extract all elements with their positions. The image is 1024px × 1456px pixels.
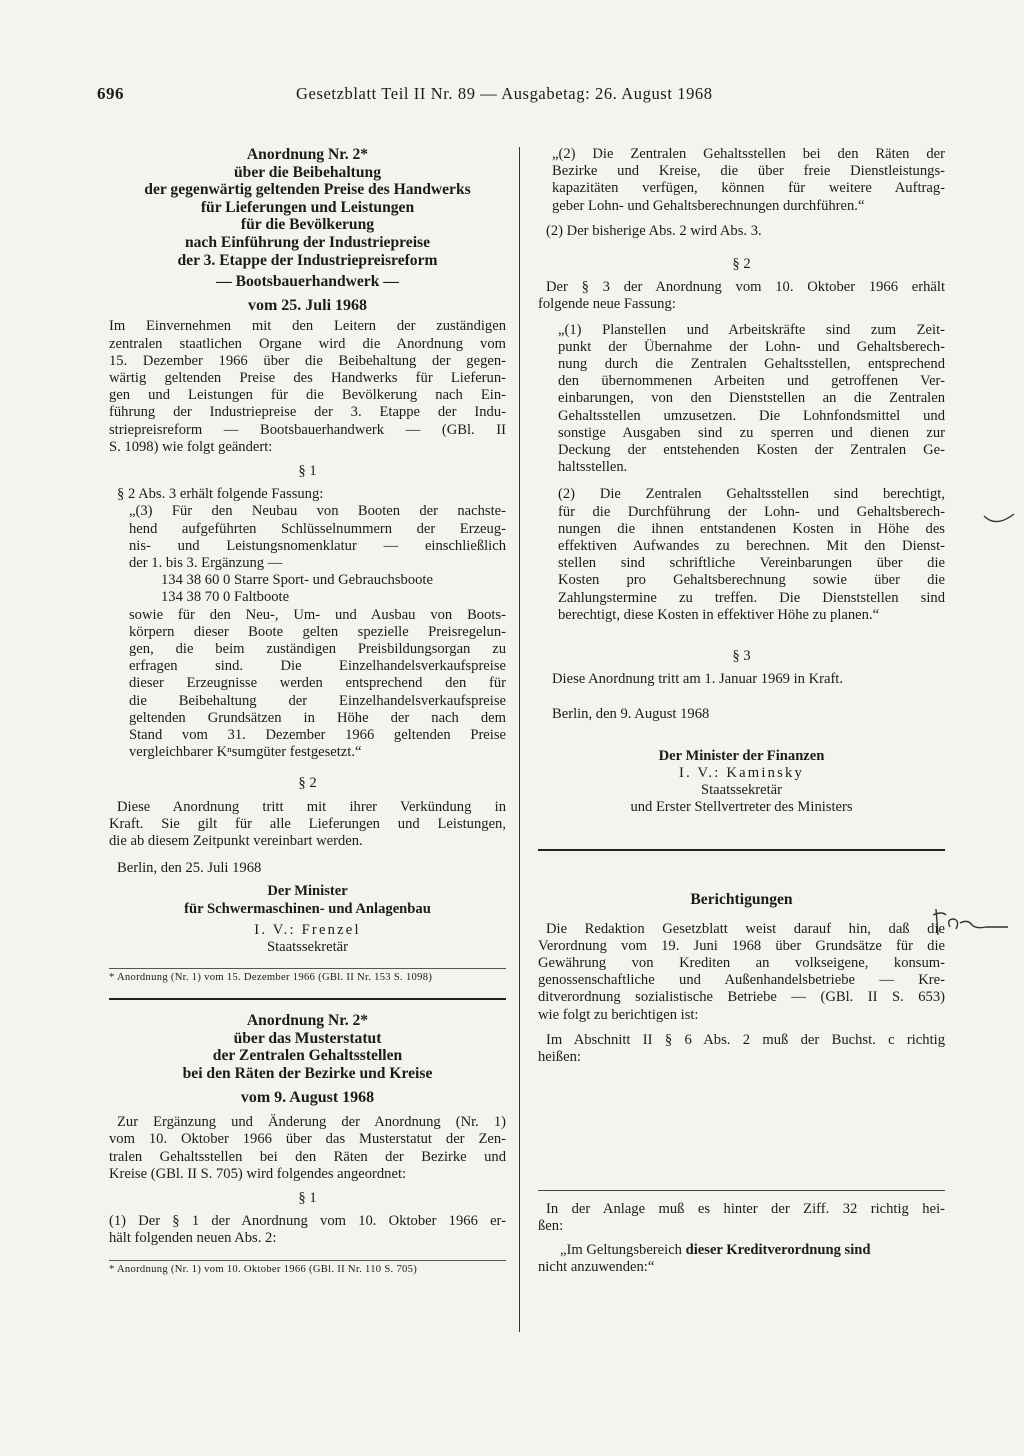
text-line: heißen: xyxy=(538,1049,581,1066)
title-line: der 3. Etappe der Industriepreisreform xyxy=(177,251,438,269)
text-line: einbarungen, von den Dienststellen an die Zentralen xyxy=(558,390,945,407)
text-line: „(2) Die Zentralen Gehaltsstellen bei den Räten der xyxy=(552,146,945,162)
title-line: über das Musterstatut xyxy=(233,1029,382,1047)
text-line: Deckung der entstehenden Kosten der Zentralen Ge- xyxy=(558,442,945,459)
place-date: Berlin, den 9. August 1968 xyxy=(552,706,710,723)
quoted-continuation xyxy=(109,607,506,762)
code-item: 134 38 70 0 Faltboote xyxy=(161,589,290,606)
signatory: I. V.: Frenzel xyxy=(254,921,361,938)
section-2-text xyxy=(109,799,506,851)
footnote: * Anordnung (Nr. 1) vom 15. Dezember 1966 (GBl. II Nr. 153 S. 1098) xyxy=(109,968,506,984)
minister-title: Der Minister der Finanzen xyxy=(658,747,825,764)
text-line: sowie für den Neu-, Um- und Ausbau von Boots- xyxy=(129,606,506,623)
text-line: Kraft. Sie gilt für alle Lieferungen und Leistungen, xyxy=(109,815,506,832)
page-number: 696 xyxy=(97,84,124,103)
text-line: für die Durchführung der Lohn- und Gehaltsberech- xyxy=(558,503,945,520)
text-line: zentralen staatlichen Organe wird die Anordnung vom xyxy=(109,335,506,352)
signatory: I. V.: Kaminsky xyxy=(679,764,804,781)
minister-ministry: für Schwermaschinen- und Anlagenbau xyxy=(184,900,431,917)
place-date: Berlin, den 25. Juli 1968 xyxy=(117,860,262,877)
text-line: „(1) Planstellen und Arbeitskräfte sind zum Zeit- xyxy=(558,321,945,338)
text-line: Die Redaktion Gesetzblatt weist darauf hin, daß die xyxy=(546,920,945,937)
text-line: vom 10. Oktober 1966 über das Musterstatut der Zen- xyxy=(109,1131,506,1148)
text-line: nung durch die Zentralen Gehaltsstellen, entsprechend xyxy=(558,356,945,373)
text-line: geltenden Grundsätzen in Höhe der nach dem xyxy=(129,709,506,726)
text-line: effektiven Aufwandes zu berechnen. Mit den Dienst- xyxy=(558,538,945,555)
text-line: körpern dieser Boote gelten spezielle Preisregelun- xyxy=(129,623,506,640)
text-line: geber Lohn- und Gehaltsberechnungen durchführen.“ xyxy=(552,197,865,214)
text-line: 15. Dezember 1966 über die Beibehaltung der gegen- xyxy=(109,352,506,369)
text-line xyxy=(538,1242,945,1259)
text-line: gen und Leistungen für die Bevölkerung nach Ein- xyxy=(109,387,506,404)
text-line: Stand vom 31. Dezember 1966 geltenden Preise xyxy=(129,727,506,744)
text-line: erfragen sind. Die Einzelhandelsverkaufspreise xyxy=(129,658,506,675)
title-line: bei den Räten der Bezirke und Kreise xyxy=(182,1065,433,1083)
section-2-heading: § 2 xyxy=(298,775,317,792)
text-line: den übernommenen Arbeiten und getroffenen Ver- xyxy=(558,373,945,390)
ordinance-2-intro xyxy=(109,1114,506,1183)
title-line: der gegenwärtig geltenden Preise des Handwerks xyxy=(144,181,471,199)
text-line: punkt der Übernahme der Lohn- und Gehaltsberech- xyxy=(558,338,945,355)
running-header: Gesetzblatt Teil II Nr. 89 — Ausgabetag: 26. August 1968 xyxy=(296,84,713,103)
text-line: haltsstellen. xyxy=(558,459,628,476)
quoted-paragraph xyxy=(538,146,945,215)
text-line: der 1. bis 3. Ergänzung — xyxy=(129,554,283,571)
section-2-heading: § 2 xyxy=(732,256,751,273)
text-line: kapazitäten verfügen, können für weitere Auftrag- xyxy=(552,180,945,197)
text-line: nis- und Leistungsnomenklatur — einschließlich xyxy=(129,537,506,554)
text-line: hend aufgeführten Schlüsselnummern der Erzeug- xyxy=(129,520,506,537)
text-line: Der § 3 der Anordnung vom 10. Oktober 1966 erhält xyxy=(546,279,945,296)
text-line: striepreisreform — Bootsbauerhandwerk — (GBl. II xyxy=(109,421,506,438)
section-rule xyxy=(538,849,945,852)
quoted-paragraph xyxy=(538,322,945,477)
text-line: Gewährung von Krediten an volkseigene, konsum- xyxy=(538,955,945,971)
text-line: dieser Erzeugnisse werden entsprechend den für xyxy=(129,675,506,692)
column-divider xyxy=(519,147,520,1332)
signature-block xyxy=(538,748,945,817)
text-line: wärtig geltenden Preise des Handwerks für Lieferun- xyxy=(109,369,506,386)
text-line: Zur Ergänzung und Änderung der Anordnung (Nr. 1) xyxy=(117,1114,506,1131)
title-line: Anordnung Nr. 2* xyxy=(246,1012,369,1030)
title-line: der Zentralen Gehaltsstellen xyxy=(212,1047,403,1065)
handwritten-mark xyxy=(930,905,1010,940)
ordinance-1-intro xyxy=(109,318,506,456)
text-line: Im Einvernehmen mit den Leitern der zuständigen xyxy=(109,318,506,335)
title-line: — Bootsbauerhandwerk — xyxy=(216,273,399,291)
text-line: hält folgenden neuen Abs. 2: xyxy=(109,1230,277,1247)
footnote: * Anordnung (Nr. 1) vom 10. Oktober 1966 (GBl. II Nr. 110 S. 705) xyxy=(109,1260,506,1276)
margin-tick-mark xyxy=(982,510,1016,530)
text-line: Diese Anordnung tritt mit ihrer Verkündung in xyxy=(117,798,506,815)
corrections-text xyxy=(538,921,945,1024)
text-line: Gehaltsstellen umzusetzen. Die Lohnfondsmittel und xyxy=(558,407,945,424)
signatory-role: Staatssekretär xyxy=(700,782,783,799)
minister-title: Der Minister xyxy=(267,883,348,900)
code-item: 134 38 60 0 Starre Sport- und Gebrauchsboote xyxy=(161,572,433,589)
text-line: gen, die beim zuständigen Preisbildungsorgan zu xyxy=(129,641,506,657)
text-line: tralen Gehaltsstellen bei den Räten der Bezirke und xyxy=(109,1148,506,1165)
text-line: die ab diesem Zeitpunkt vereinbart werden. xyxy=(109,833,363,850)
left-column xyxy=(109,146,506,1276)
ordinance-2-date: vom 9. August 1968 xyxy=(240,1088,375,1106)
quoted-paragraph xyxy=(538,486,945,624)
text-line: stellen sind schriftliche Vereinbarungen über die xyxy=(558,555,945,572)
ordinance-1-title xyxy=(109,146,506,314)
section-1-heading: § 1 xyxy=(298,1190,317,1207)
text-line: Im Abschnitt II § 6 Abs. 2 muß der Buchst. c richtig xyxy=(546,1031,945,1048)
ordinance-2-title xyxy=(109,1012,506,1106)
quote-start: „Im Geltungsbereich xyxy=(560,1241,686,1258)
text-line: Kreise (GBl. II S. 705) wird folgendes angeordnet: xyxy=(109,1165,407,1182)
quoted-paragraph xyxy=(109,503,506,572)
signatory-role: und Erster Stellvertreter des Ministers xyxy=(630,799,853,816)
text-line: S. 1098) wie folgt geändert: xyxy=(109,438,273,455)
title-line: für die Bevölkerung xyxy=(240,216,375,234)
code-list xyxy=(109,572,506,606)
title-line: Anordnung Nr. 2* xyxy=(246,146,369,163)
text-line: (2) Der bisherige Abs. 2 wird Abs. 3. xyxy=(546,222,762,239)
text-line: ßen: xyxy=(538,1218,564,1235)
text-line: Bezirke und Kreise, die über freie Dienstleistungs- xyxy=(552,163,945,180)
text-line: Verordnung vom 19. Juni 1968 über Grundsätze für die xyxy=(538,937,945,954)
corrections-title: Berichtigungen xyxy=(690,891,793,908)
text-line: folgende neue Fassung: xyxy=(538,296,676,313)
text-line: In der Anlage muß es hinter der Ziff. 32 richtig hei- xyxy=(546,1201,945,1218)
text-line: wie folgt zu berichtigen ist: xyxy=(538,1006,699,1023)
section-1-heading: § 1 xyxy=(298,462,317,479)
text-line: Zahlungstermine zu treffen. Die Dienststellen sind xyxy=(558,589,945,606)
separator-rule xyxy=(538,1190,945,1191)
title-line: nach Einführung der Industriepreise xyxy=(184,233,431,251)
text-line: führung der Industriepreise der 3. Etappe der Indu- xyxy=(109,404,506,421)
title-line: für Lieferungen und Leistungen xyxy=(200,198,415,216)
signature-block xyxy=(109,883,506,956)
text-line: „(3) Für den Neubau von Booten der nachste- xyxy=(129,503,506,520)
text-line: die Beibehaltung der Einzelhandelsverkaufspreise xyxy=(129,692,506,709)
text-line: Kosten pro Gehaltsberechnung sowie über die xyxy=(558,572,945,589)
text-line: vergleichbarer Kⁿsumgüter festgesetzt.“ xyxy=(129,744,362,761)
annex-correction xyxy=(538,1201,945,1276)
text-line: nicht anzuwenden:“ xyxy=(538,1258,655,1275)
text-line: berechtigt, diese Kosten in effektiver Höhe zu planen.“ xyxy=(558,606,880,623)
text-line: (1) Der § 1 der Anordnung vom 10. Oktober 1966 er- xyxy=(109,1213,506,1230)
text-line: Diese Anordnung tritt am 1. Januar 1969 in Kraft. xyxy=(552,671,844,688)
section-3-heading: § 3 xyxy=(732,648,751,665)
text-line: nungen die ihnen entstandenen Kosten in Höhe des xyxy=(558,520,945,537)
quote-bold: dieser Kreditverordnung sind xyxy=(685,1241,871,1258)
section-rule xyxy=(109,998,506,1000)
text-line: sonstige Ausgaben sind zu sperren und dienen zur xyxy=(558,424,945,441)
right-column xyxy=(538,146,945,1276)
text-line: (2) Die Zentralen Gehaltsstellen sind berechtigt, xyxy=(558,486,945,503)
text-line: genossenschaftliche und Außenhandelsbetriebe — Kre- xyxy=(538,972,945,989)
signatory-role: Staatssekretär xyxy=(266,939,349,956)
text-line: ditverordnung sozialistische Betriebe — (GBl. II S. 653) xyxy=(538,989,945,1006)
section-1-lead: § 2 Abs. 3 erhält folgende Fassung: xyxy=(117,486,324,503)
title-line: über die Beibehaltung xyxy=(233,163,381,181)
ordinance-1-date: vom 25. Juli 1968 xyxy=(247,296,368,314)
